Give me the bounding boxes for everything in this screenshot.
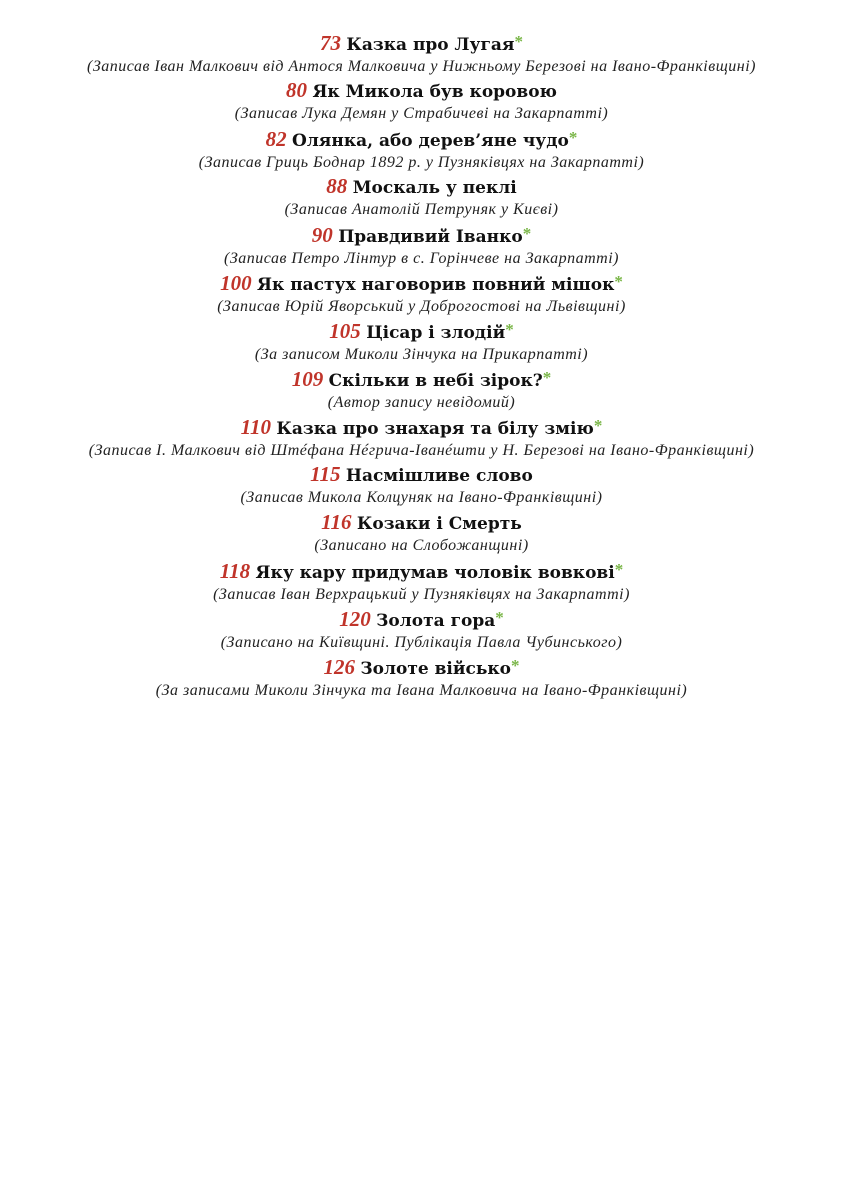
star-icon: * xyxy=(495,608,504,627)
story-title: Скільки в небі зірок? xyxy=(328,371,543,391)
source-note: (Записав І. Малкович від Штéфана Нéгрича-Іванéшти у Н. Березові на Івано-Франківщині) xyxy=(88,442,755,459)
star-icon: * xyxy=(514,32,523,51)
entry-title-line xyxy=(0,462,843,488)
page-number: 110 xyxy=(240,415,271,439)
story-title: Золота гора xyxy=(376,611,496,631)
star-icon: * xyxy=(614,560,624,579)
entry-title-line xyxy=(0,366,843,393)
story-title: Казка про Лугая xyxy=(346,35,515,55)
page-number: 109 xyxy=(291,367,324,391)
page-number: 80 xyxy=(286,78,308,102)
star-icon: * xyxy=(542,368,552,387)
source-note: (Записав Петро Лінтур в с. Горінчеве на Закарпатті) xyxy=(224,250,619,267)
page-number: 73 xyxy=(320,31,342,55)
source-note: (За записом Миколи Зінчука на Прикарпатті) xyxy=(254,346,589,363)
story-title: Козаки і Смерть xyxy=(356,514,522,534)
page-number: 105 xyxy=(329,319,361,343)
toc-entry[interactable] xyxy=(0,510,843,558)
star-icon: * xyxy=(510,656,520,675)
page-number: 115 xyxy=(310,462,341,486)
toc-entry[interactable] xyxy=(0,222,843,270)
source-note: (Записав Юрій Яворський у Доброгостові на Львівщині) xyxy=(217,298,626,315)
entry-title-line xyxy=(0,510,843,536)
entry-title-line xyxy=(0,222,843,249)
page-number: 88 xyxy=(326,174,348,198)
toc-entry[interactable] xyxy=(0,558,843,606)
star-icon: * xyxy=(522,224,532,243)
source-note: (Записав Лука Демян у Страбичеві на Закарпатті) xyxy=(234,105,609,122)
page-number: 118 xyxy=(219,559,251,583)
entry-title-line xyxy=(0,414,843,441)
toc-entry[interactable] xyxy=(0,318,843,366)
story-title: Як Микола був коровою xyxy=(312,82,557,102)
story-title: Насмішливе слово xyxy=(345,466,533,486)
entry-title-line xyxy=(0,174,843,200)
story-title: Казка про знахаря та білу змію xyxy=(276,419,594,439)
entry-title-line xyxy=(0,30,843,57)
page-number: 100 xyxy=(220,271,252,295)
entry-title-line xyxy=(0,318,843,345)
story-title: Москаль у пеклі xyxy=(352,178,517,198)
toc-entry[interactable] xyxy=(0,126,843,174)
table-of-contents xyxy=(0,30,843,702)
source-note: (Записав Микола Колцуняк на Івано-Франківщині) xyxy=(240,489,603,506)
story-title: Олянка, або дерев’яне чудо xyxy=(292,131,569,151)
source-note: (Записано на Слобожанщині) xyxy=(314,537,529,554)
story-title: Цісар і злодій xyxy=(366,323,506,343)
star-icon: * xyxy=(505,320,514,339)
star-icon: * xyxy=(614,272,623,291)
page-number: 120 xyxy=(339,607,371,631)
entry-title-line xyxy=(0,606,843,633)
page-number: 126 xyxy=(323,655,355,679)
story-title: Як пастух наговорив повний мішок xyxy=(257,275,615,295)
page-number: 116 xyxy=(321,510,352,534)
toc-entry[interactable] xyxy=(0,462,843,510)
entry-title-line xyxy=(0,126,843,153)
source-note: (За записами Миколи Зінчука та Івана Малковича на Івано-Франківщині) xyxy=(155,682,688,699)
entry-title-line xyxy=(0,558,843,585)
entry-title-line xyxy=(0,654,843,681)
toc-entry[interactable] xyxy=(0,270,843,318)
source-note: (Записав Анатолій Петруняк у Києві) xyxy=(284,201,559,218)
toc-entry[interactable] xyxy=(0,174,843,222)
story-title: Правдивий Іванко xyxy=(338,227,523,247)
entry-title-line xyxy=(0,78,843,104)
toc-entry[interactable] xyxy=(0,78,843,126)
source-note: (Записав Іван Малкович від Антося Малковича у Нижньому Березові на Івано-Франківщині) xyxy=(87,58,756,75)
page-number: 82 xyxy=(265,127,287,151)
source-note: (Записав Іван Верхрацький у Пузняківцях на Закарпатті) xyxy=(213,586,630,603)
source-note: (Автор запису невідомий) xyxy=(327,394,516,411)
toc-entry[interactable] xyxy=(0,30,843,78)
toc-entry[interactable] xyxy=(0,654,843,702)
star-icon: * xyxy=(593,416,603,435)
source-note: (Записав Гриць Боднар 1892 р. у Пузняківцях на Закарпатті) xyxy=(198,154,645,171)
story-title: Золоте військо xyxy=(360,659,511,679)
toc-entry[interactable] xyxy=(0,366,843,414)
source-note: (Записано на Київщині. Публікація Павла Чубинського) xyxy=(220,634,623,651)
toc-entry[interactable] xyxy=(0,414,843,462)
toc-entry[interactable] xyxy=(0,606,843,654)
entry-title-line xyxy=(0,270,843,297)
page-number: 90 xyxy=(311,223,333,247)
story-title: Яку кару придумав чоловік вовкові xyxy=(255,563,615,583)
star-icon: * xyxy=(568,128,578,147)
